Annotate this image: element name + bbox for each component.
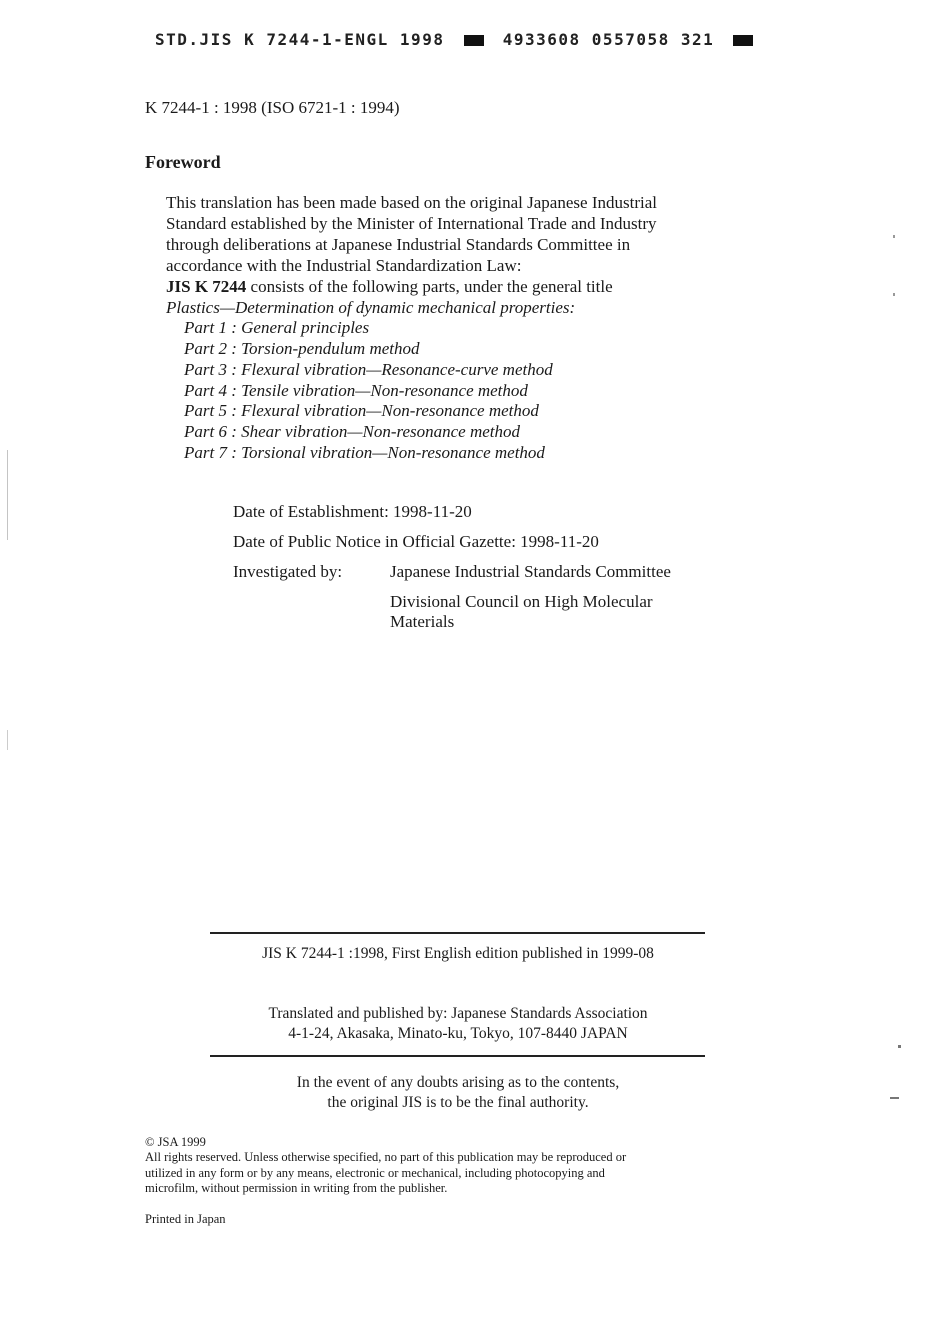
- part-1: Part 1 : General principles: [184, 318, 370, 337]
- foreword-line-5: [166, 277, 613, 298]
- jis-reference: JIS K 7244: [166, 277, 247, 296]
- scan-mark-left: [7, 450, 8, 540]
- foreword-line-1: This translation has been made based on the original Japanese Industrial: [166, 193, 657, 212]
- investigated-by-label: Investigated by:: [233, 562, 343, 581]
- investigated-by-council-cont: Materials: [390, 612, 455, 631]
- foreword-line-3: through deliberations at Japanese Industrial Standards Committee in: [166, 235, 631, 254]
- rights-line-3: microfilm, without permission in writing from the publisher.: [145, 1181, 448, 1195]
- part-3: Part 3 : Flexural vibration—Resonance-curve method: [184, 360, 553, 379]
- authority-line-2: the original JIS is to be the final authority.: [327, 1094, 589, 1111]
- foreword-line-2: Standard established by the Minister of International Trade and Industry: [166, 214, 657, 233]
- investigated-by-council: Divisional Council on High Molecular: [390, 592, 653, 611]
- stamp-code: STD.JIS K 7244-1-ENGL 1998: [155, 30, 445, 49]
- publisher-line-1: Translated and published by: Japanese Standards Association: [268, 1005, 648, 1022]
- part-2: Part 2 : Torsion-pendulum method: [184, 339, 420, 358]
- part-4: Part 4 : Tensile vibration—Non-resonance method: [184, 381, 528, 400]
- foreword-heading: Foreword: [145, 152, 221, 172]
- date-of-public-notice: Date of Public Notice in Official Gazette: 1998-11-20: [233, 532, 599, 551]
- jis-reference-tail: consists of the following parts, under the general title: [246, 277, 613, 296]
- copyright-notice: © JSA 1999: [145, 1135, 206, 1149]
- black-block-mark: [464, 35, 484, 46]
- scan-speck-1: [893, 235, 895, 238]
- scan-mark-left-2: [7, 730, 8, 750]
- general-title: Plastics—Determination of dynamic mechanical properties:: [166, 298, 576, 317]
- printed-in: Printed in Japan: [145, 1212, 226, 1226]
- black-block-mark-end: [733, 35, 753, 46]
- authority-line-1: In the event of any doubts arising as to the contents,: [296, 1074, 620, 1091]
- stamp-number: 4933608 0557058 321: [502, 30, 715, 49]
- scan-speck-3: [898, 1045, 901, 1048]
- scan-speck-2: [893, 293, 895, 296]
- edition-line: JIS K 7244-1 :1998, First English edition published in 1999-08: [262, 945, 654, 962]
- divider-bottom: [210, 1055, 705, 1057]
- header-stamp: [155, 30, 761, 49]
- part-7: Part 7 : Torsional vibration—Non-resonance method: [184, 443, 545, 462]
- rights-line-1: All rights reserved. Unless otherwise specified, no part of this publication may be reproduced or: [145, 1150, 627, 1164]
- foreword-line-4: accordance with the Industrial Standardization Law:: [166, 256, 522, 275]
- scan-speck-4: [890, 1097, 899, 1099]
- part-6: Part 6 : Shear vibration—Non-resonance method: [184, 422, 521, 441]
- publisher-address: 4-1-24, Akasaka, Minato-ku, Tokyo, 107-8440 JAPAN: [288, 1025, 628, 1042]
- part-5: Part 5 : Flexural vibration—Non-resonance method: [184, 401, 539, 420]
- investigated-by-committee: Japanese Industrial Standards Committee: [390, 562, 671, 581]
- date-of-establishment: Date of Establishment: 1998-11-20: [233, 502, 472, 521]
- standard-title: K 7244-1 : 1998 (ISO 6721-1 : 1994): [145, 98, 400, 117]
- divider-top: [210, 932, 705, 934]
- rights-line-2: utilized in any form or by any means, electronic or mechanical, including photocopying and: [145, 1166, 605, 1180]
